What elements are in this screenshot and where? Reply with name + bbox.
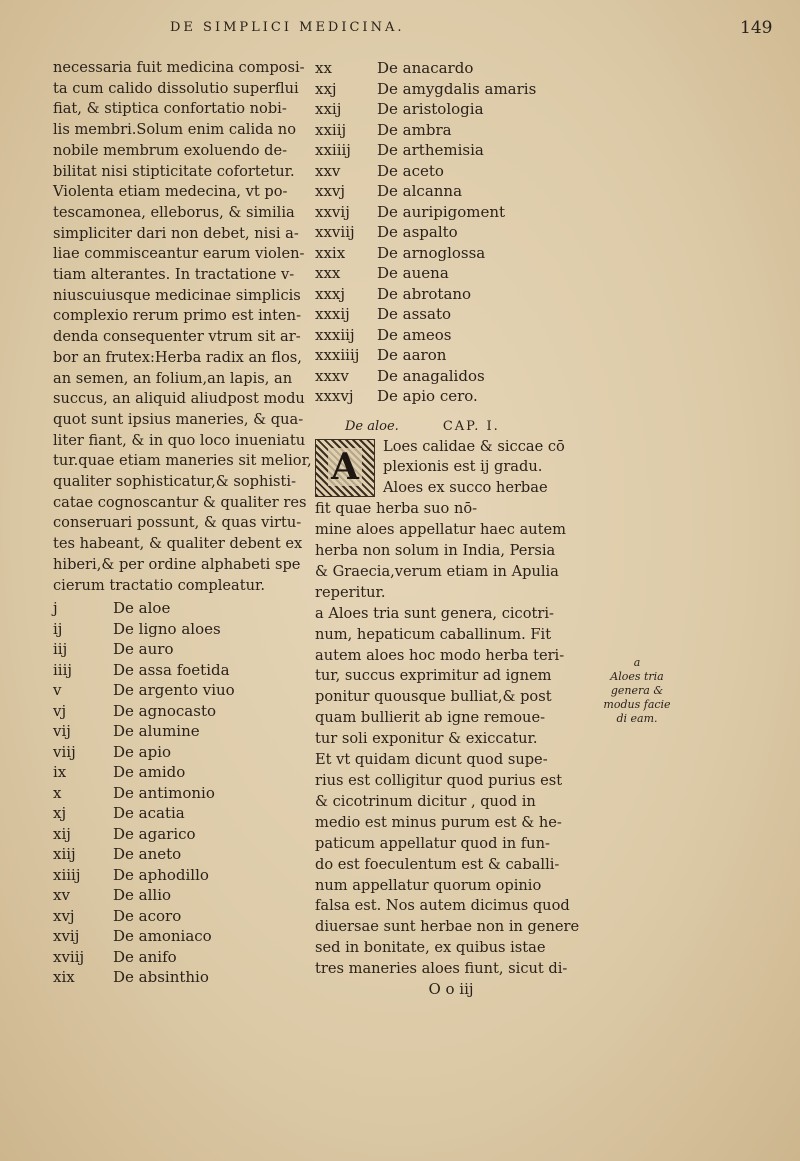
text-line: herba non solum in India, Persia <box>315 542 556 560</box>
left-column <box>53 58 312 988</box>
text-line: mine aloes appellatur haec autem <box>315 521 567 539</box>
chapter-heading <box>315 419 587 434</box>
right-prose <box>315 437 587 981</box>
text-line: denda consequenter vtrum sit ar- <box>53 328 301 346</box>
text-line: & cicotrinum dicitur , quod in <box>315 792 536 810</box>
signature-mark: O o iij <box>428 980 474 999</box>
running-head: DE SIMPLICI MEDICINA. <box>170 20 405 35</box>
index-entry: vij De alumine <box>53 722 200 741</box>
text-line: & Graecia,verum etiam in Apulia <box>315 562 559 580</box>
text-line: quam bullierit ab igne remoue- <box>315 709 546 727</box>
marginal-note <box>592 656 682 726</box>
text-line: quot sunt ipsius maneries, & qua- <box>53 410 304 428</box>
index-entry: xx De anacardo <box>315 59 474 77</box>
decorated-initial: A <box>315 439 375 497</box>
text-line: tres maneries aloes fiunt, sicut di- <box>315 960 568 978</box>
text-line: do est foeculentum est & caballi- <box>315 855 560 873</box>
index-entry: ij De ligno aloes <box>53 619 221 638</box>
text-line: tes habeant, & qualiter debent ex <box>53 535 303 553</box>
index-entry: xv De allio <box>53 886 172 905</box>
index-entry: ix De amido <box>53 763 186 782</box>
text-line: rius est colligitur quod purius est <box>315 772 563 789</box>
index-entry: xviij De anifo <box>53 947 177 966</box>
text-line: fit quae herba suo nō- <box>315 500 478 518</box>
index-entry: xxvj De alcanna <box>315 182 463 200</box>
text-line: diuersae sunt herbae non in genere <box>315 918 580 936</box>
text-line: num, hepaticum caballinum. Fit <box>315 625 552 643</box>
text-line: nobile membrum exoluendo de- <box>53 141 288 159</box>
text-line: simpliciter dari non debet, nisi a- <box>53 224 299 242</box>
text-line: medio est minus purum est & he- <box>315 813 562 831</box>
index-entry: xvij De amoniaco <box>53 927 212 946</box>
index-entry: xxix De arnoglossa <box>315 243 486 262</box>
index-entry: xxxv De anagalidos <box>315 366 485 385</box>
index-entry: xxiiij De arthemisia <box>315 141 484 159</box>
text-line: succus, an aliquid aliudpost modu <box>53 390 305 408</box>
left-prose <box>53 58 312 596</box>
text-line: ta cum calido dissolutio superflui <box>53 79 299 97</box>
index-entry: xix De absinthio <box>53 968 209 987</box>
index-entry: xvj De acoro <box>53 906 182 925</box>
index-entry: x De antimonio <box>53 783 215 802</box>
text-line: falsa est. Nos autem dicimus quod <box>315 897 570 915</box>
text-line: conseruari possunt, & quas virtu- <box>53 514 302 532</box>
marginal-note-line: modus facie <box>603 698 671 711</box>
text-line: reperitur. <box>315 583 386 601</box>
text-line: Violenta etiam medecina, vt po- <box>53 183 288 201</box>
index-entry: viij De apio <box>53 742 172 761</box>
text-line: Aloes ex succo herbae <box>383 479 548 497</box>
index-entry: xiij De aneto <box>53 845 182 864</box>
text-line: sed in bonitate, ex quibus istae <box>315 939 546 957</box>
text-line: tur.quae etiam maneries sit melior, <box>53 452 312 470</box>
index-entry: v De argento viuo <box>53 681 235 700</box>
text-line: hiberi,& per ordine alphabeti spe <box>53 555 301 573</box>
marginal-note-mark: a <box>633 656 641 669</box>
text-line: bilitat nisi stipticitate cofortetur. <box>53 162 295 180</box>
text-line: an semen, an folium,an lapis, an <box>53 369 293 387</box>
text-line: liae commisceantur earum violen- <box>53 245 305 263</box>
index-entry: j De aloe <box>53 599 171 618</box>
text-line: fiat, & stiptica confortatio nobi- <box>53 100 287 118</box>
text-line: a Aloes tria sunt genera, cicotri- <box>315 604 554 622</box>
text-line: lis membri.Solum enim calida no <box>53 121 296 139</box>
index-entry: iiij De assa foetida <box>53 660 230 679</box>
index-entry: xxij De aristologia <box>315 100 484 118</box>
chapter-number: CAP. I. <box>442 418 500 434</box>
index-entry: xxxiij De ameos <box>315 325 452 344</box>
text-line: qualiter sophisticatur,& sophisti- <box>53 473 297 491</box>
text-line: tescamonea, elleborus, & similia <box>53 203 295 221</box>
text-line: Loes calidae & siccae cō <box>383 437 565 455</box>
text-line: tur, succus exprimitur ad ignem <box>315 667 552 685</box>
marginal-note-line: Aloes tria <box>610 670 664 683</box>
text-line: autem aloes hoc modo herba teri- <box>315 646 565 664</box>
text-line: cierum tractatio compleatur. <box>53 576 265 594</box>
chapter-index-right <box>315 58 587 407</box>
text-line: Et vt quidam dicunt quod supe- <box>315 751 548 769</box>
text-line: complexio rerum primo est inten- <box>53 307 302 325</box>
text-line: tur soli exponitur & exiccatur. <box>315 730 538 748</box>
text-line: catae cognoscantur & qualiter res <box>53 493 307 511</box>
text-line: necessaria fuit medicina composi- <box>53 59 305 76</box>
text-line: num appellatur quorum opinio <box>315 876 542 894</box>
text-line: tiam alterantes. In tractatione v- <box>53 266 295 284</box>
index-entry: iij De auro <box>53 640 174 659</box>
right-column <box>315 58 587 998</box>
index-entry: xxv De aceto <box>315 161 444 180</box>
index-entry: xj De acatia <box>53 804 185 823</box>
chapter-body <box>315 437 587 999</box>
index-entry: xiiij De aphodillo <box>53 865 209 884</box>
chapter-index-left <box>53 598 293 988</box>
index-entry: xxxvj De apio cero. <box>315 387 478 405</box>
text-line: niuscuiusque medicinae simplicis <box>53 286 301 304</box>
index-entry: xxxj De abrotano <box>315 284 472 303</box>
index-entry: xxviij De aspalto <box>315 223 458 241</box>
text-line: ponitur quousque bulliat,& post <box>315 688 552 706</box>
text-line: bor an frutex:Herba radix an flos, <box>53 348 302 366</box>
marginal-note-line: di eam. <box>616 712 658 725</box>
index-entry: xxvij De auripigoment <box>315 202 506 221</box>
page-number: 149 <box>740 18 773 38</box>
text-line: plexionis est ij gradu. <box>383 458 543 476</box>
index-entry: xxiij De ambra <box>315 120 452 139</box>
index-entry: xij De agarico <box>53 824 196 843</box>
index-entry: xxxiiij De aaron <box>315 346 447 364</box>
index-entry: xxx De auena <box>315 264 449 282</box>
marginal-note-line: genera & <box>610 684 664 697</box>
index-entry: vj De agnocasto <box>53 701 217 720</box>
index-entry: xxj De amygdalis amaris <box>315 79 537 98</box>
text-line: liter fiant, & in quo loco inueniatu <box>53 431 306 449</box>
index-entry: xxxij De assato <box>315 305 452 323</box>
chapter-title: De aloe. <box>345 418 399 434</box>
text-line: paticum appellatur quod in fun- <box>315 834 550 852</box>
